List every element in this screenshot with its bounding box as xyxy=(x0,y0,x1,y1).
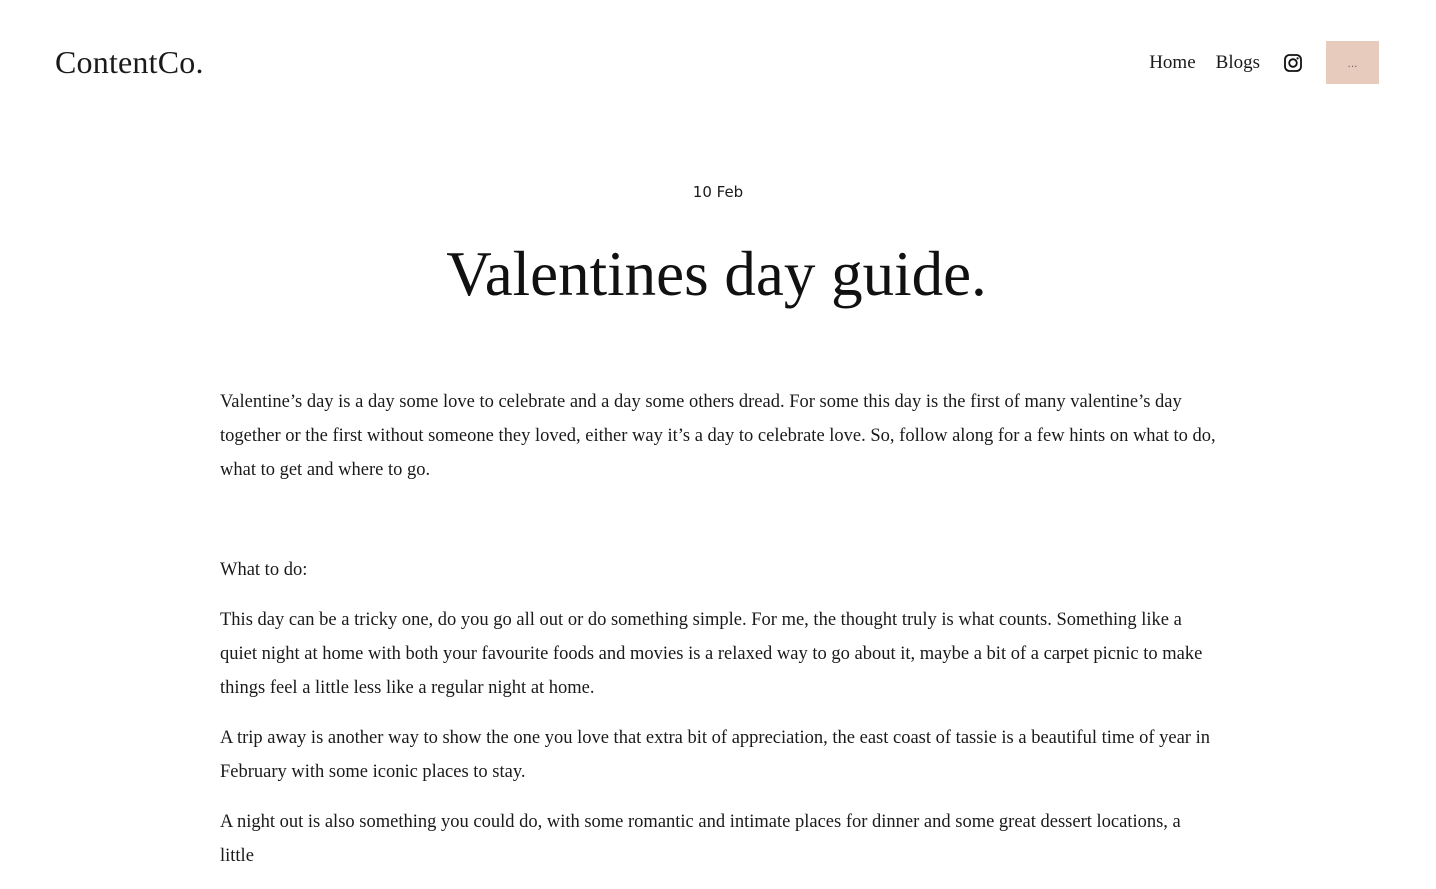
post-paragraph: This day can be a tricky one, do you go all out or do something simple. For me, the thought truly is what counts. Something like a quiet night at home with both your favourite foods and movies is a relaxed way to go about it, maybe a bit of a carpet picnic to make things feel a little less like a regular night at home. xyxy=(220,610,1203,698)
site-logo[interactable]: ContentCo. xyxy=(55,44,204,80)
section-heading: What to do: xyxy=(220,560,308,580)
post-date: 10 Feb xyxy=(692,183,744,201)
main-nav xyxy=(1149,41,1379,84)
post-paragraph: A trip away is another way to show the one you love that extra bit of appreciation, the east coast of tassie is a beautiful time of year in February with some iconic places to stay. xyxy=(220,728,1210,782)
instagram-icon[interactable] xyxy=(1284,54,1302,72)
post-paragraph: A night out is also something you could do, with some romantic and intimate places for dinner and some great dessert locations, a little xyxy=(220,812,1181,866)
post-body xyxy=(220,385,1216,889)
post-intro-paragraph: Valentine’s day is a day some love to celebrate and a day some others dread. For some this day is the first of many valentine’s day together or the first without someone they loved, either way it’s a day to celebrate love. So, follow along for a few hints on what to do, what to get and where to go. xyxy=(220,392,1216,480)
site-header xyxy=(0,0,1436,125)
page-title: Valentines day guide. xyxy=(446,239,987,309)
nav-link-blogs[interactable]: Blogs xyxy=(1215,51,1260,73)
nav-link-home[interactable]: Home xyxy=(1149,51,1196,73)
menu-button[interactable]: ... xyxy=(1326,41,1379,84)
